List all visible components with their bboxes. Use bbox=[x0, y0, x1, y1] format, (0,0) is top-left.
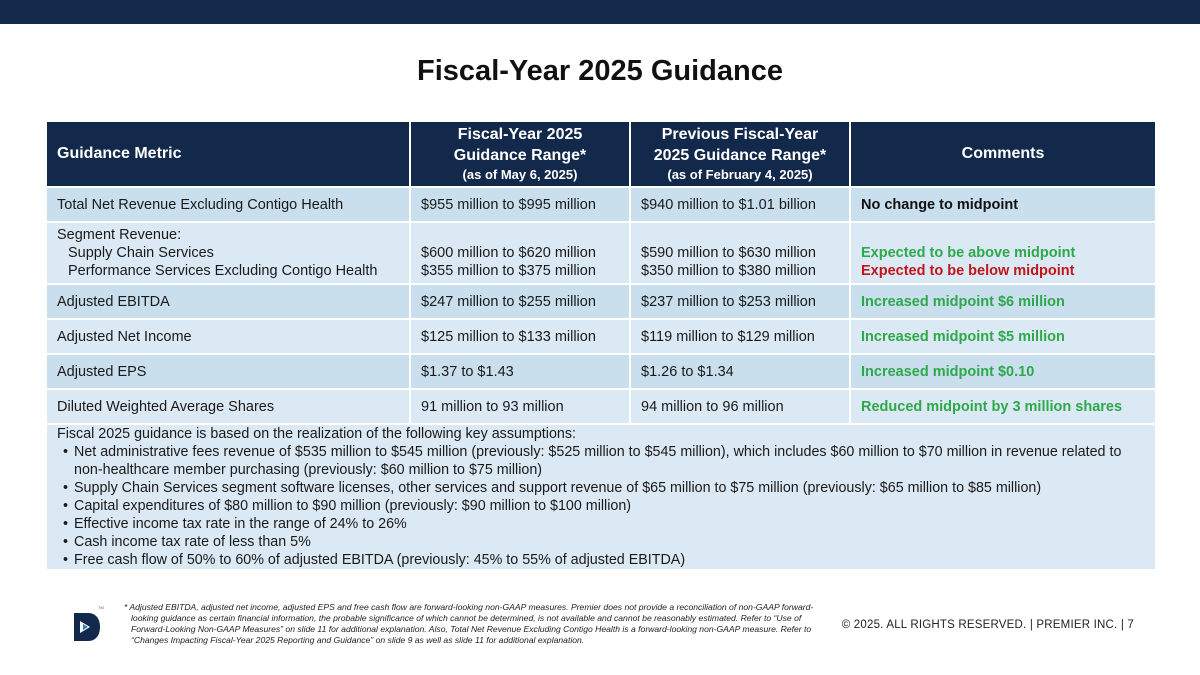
table-row bbox=[46, 187, 1156, 222]
header-previous-line2: 2025 Guidance Range* bbox=[653, 147, 827, 164]
comment-performance: Expected to be below midpoint bbox=[861, 263, 1075, 279]
current-range-cell: $125 million to $133 million bbox=[410, 319, 630, 354]
table-row bbox=[46, 389, 1156, 424]
assumption-bullet: • Capital expenditures of $80 million to $90 million (previously: $90 million to $100 million) bbox=[57, 497, 1147, 515]
header-previous-line1: Previous Fiscal-Year bbox=[661, 126, 819, 143]
assumptions-cell bbox=[46, 424, 1156, 570]
comment-cell: Increased midpoint $5 million bbox=[850, 319, 1156, 354]
current-performance: $355 million to $375 million bbox=[421, 263, 596, 279]
previous-range-cell: $119 million to $129 million bbox=[630, 319, 850, 354]
comment-cell: No change to midpoint bbox=[850, 187, 1156, 222]
metric-cell: Diluted Weighted Average Shares bbox=[46, 389, 410, 424]
logo-trademark: TM bbox=[98, 605, 104, 610]
comment-supply-chain: Expected to be above midpoint bbox=[861, 245, 1076, 261]
current-range-cell: $955 million to $995 million bbox=[410, 187, 630, 222]
comment-cell: Increased midpoint $0.10 bbox=[850, 354, 1156, 389]
assumption-bullet: • Effective income tax rate in the range of 24% to 26% bbox=[57, 515, 1147, 533]
assumptions-row bbox=[46, 424, 1156, 570]
assumption-bullet: • Supply Chain Services segment software licenses, other services and support revenue of $65 million to $75 million (previously: $65 million to $85 million) bbox=[57, 479, 1147, 497]
table-header-row bbox=[46, 121, 1156, 187]
previous-range-cell: 94 million to 96 million bbox=[630, 389, 850, 424]
metric-cell: Adjusted EBITDA bbox=[46, 284, 410, 319]
copyright-footer: © 2025. ALL RIGHTS RESERVED. | PREMIER INC. | 7 bbox=[841, 619, 1134, 631]
assumption-bullet: • Cash income tax rate of less than 5% bbox=[57, 533, 1147, 551]
segment-revenue-label: Segment Revenue: bbox=[57, 227, 182, 243]
table-row bbox=[46, 284, 1156, 319]
page-title: Fiscal-Year 2025 Guidance bbox=[417, 55, 783, 87]
assumption-bullet: • Free cash flow of 50% to 60% of adjusted EBITDA (previously: 45% to 55% of adjusted EBITDA) bbox=[57, 551, 1147, 569]
footnote bbox=[118, 602, 818, 646]
footnote-text: * Adjusted EBITDA, adjusted net income, adjusted EPS and free cash flow are forward-looking non-GAAP measures. Premier does not provide a reconciliation of non-GAAP forward-looking guidance as certain financial information, the probable significance of which cannot be determined, is not available and cannot be reasonably estimated. Refer to “Use of Forward-Looking Non-GAAP Measures” on slide 11 for additional explanation. Also, Total Net Revenue Excluding Contigo Health is a forward-looking non-GAAP measure. Refer to “Changes Impacting Fiscal-Year 2025 Reporting and Guidance” on slide 9 as well as slide 11 for additional explanation. bbox=[124, 602, 814, 645]
current-range-cell: $247 million to $255 million bbox=[410, 284, 630, 319]
assumption-bullet: • Net administrative fees revenue of $535 million to $545 million (previously: $525 million to $545 million), which includes $60 million to $70 million in revenue related to non-healthcare member purchasing (previously: $60 million to $75 million) bbox=[57, 443, 1147, 479]
table-row bbox=[46, 222, 1156, 284]
metric-cell bbox=[46, 222, 410, 284]
top-banner bbox=[0, 0, 1200, 24]
header-current-date: (as of May 6, 2025) bbox=[462, 167, 578, 182]
premier-logo-icon bbox=[70, 610, 102, 644]
header-current-range bbox=[410, 121, 630, 187]
table-row bbox=[46, 354, 1156, 389]
header-current-line2: Guidance Range* bbox=[453, 147, 587, 164]
current-range-cell bbox=[410, 222, 630, 284]
header-comments bbox=[850, 121, 1156, 187]
metric-cell: Adjusted EPS bbox=[46, 354, 410, 389]
previous-range-cell: $237 million to $253 million bbox=[630, 284, 850, 319]
header-previous-range bbox=[630, 121, 850, 187]
previous-range-cell bbox=[630, 222, 850, 284]
previous-performance: $350 million to $380 million bbox=[641, 263, 816, 279]
current-range-cell: 91 million to 93 million bbox=[410, 389, 630, 424]
header-comments-label: Comments bbox=[961, 145, 1045, 162]
table-row bbox=[46, 319, 1156, 354]
header-current-line1: Fiscal-Year 2025 bbox=[457, 126, 583, 143]
comment-cell: Reduced midpoint by 3 million shares bbox=[850, 389, 1156, 424]
sub-metric-supply-chain: Supply Chain Services bbox=[68, 245, 214, 261]
previous-range-cell: $940 million to $1.01 billion bbox=[630, 187, 850, 222]
previous-range-cell: $1.26 to $1.34 bbox=[630, 354, 850, 389]
previous-supply-chain: $590 million to $630 million bbox=[641, 245, 816, 261]
assumptions-intro: Fiscal 2025 guidance is based on the realization of the following key assumptions: bbox=[57, 426, 576, 442]
comment-cell: Increased midpoint $6 million bbox=[850, 284, 1156, 319]
header-previous-date: (as of February 4, 2025) bbox=[667, 167, 813, 182]
guidance-table bbox=[45, 120, 1157, 571]
current-supply-chain: $600 million to $620 million bbox=[421, 245, 596, 261]
current-range-cell: $1.37 to $1.43 bbox=[410, 354, 630, 389]
sub-metric-performance: Performance Services Excluding Contigo Health bbox=[68, 263, 378, 279]
header-guidance-metric: Guidance Metric bbox=[46, 121, 410, 187]
metric-cell: Total Net Revenue Excluding Contigo Health bbox=[46, 187, 410, 222]
metric-cell: Adjusted Net Income bbox=[46, 319, 410, 354]
comment-cell bbox=[850, 222, 1156, 284]
